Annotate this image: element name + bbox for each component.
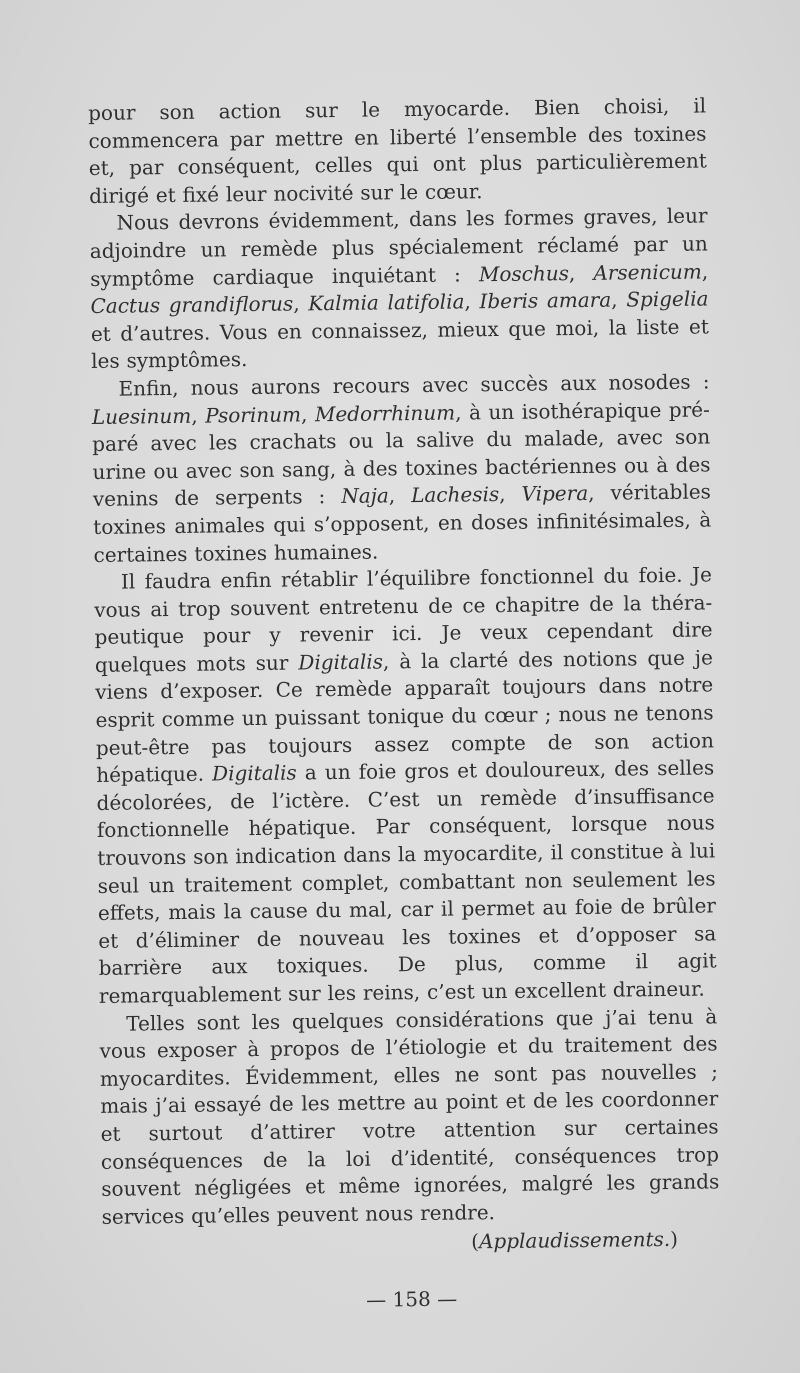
text-run: ,	[293, 291, 309, 316]
applause-close-paren: )	[670, 1227, 679, 1252]
text-run: , à la clarté des notions que je viens d’exposer. Ce remède apparaît toujours dans notre esprit comme un puissant tonique du cœur ; nous ne tenons peut-être pas toujours assez compte de son action hépatique.	[95, 645, 715, 788]
text-run: Nous devrons évidemment, dans les formes graves, leur adjoindre un remède plus spécialement réclamé par un symptôme cardiaque inquiétant :	[89, 203, 708, 291]
text-run: ,	[191, 403, 206, 428]
italic-term: Medorrhinum	[314, 400, 456, 426]
applause-text: Applaudissements.	[478, 1227, 671, 1254]
text-run: , à un isothérapique préparé avec les crachats ou la salive du malade, avec son urine ou avec son sang, à des toxines bactériennes ou à des venins de serpents :	[92, 396, 711, 512]
text-run: ,	[611, 287, 627, 312]
text-run: ,	[568, 260, 594, 285]
paragraph-3	[91, 368, 711, 569]
body-text	[88, 92, 720, 1231]
text-run: Il faudra enfin rétablir l’équilibre fonctionnel du foie. Je vous ai trop souvent entretenu de ce chapitre de la thérapeutique pour y revenir ici. Je veux cependant dire quelques mots sur	[94, 562, 713, 677]
italic-term: Psorinum	[204, 401, 302, 428]
italic-term: Naja	[341, 483, 389, 509]
text-run: et d’autres. Vous en connaissez, mieux que moi, la liste et les symptômes.	[90, 314, 709, 374]
text-run: ,	[300, 401, 316, 426]
italic-term: Luesinum	[91, 403, 192, 429]
italic-term: Vipera	[521, 481, 589, 507]
text-run: a un foie gros et douloureux, des selles décolorées, de l’ictère. C’est un remède d’insuffisance fonctionnelle hépatique. Par conséquent, lorsque nous trouvons son indication dans la myocardite, il constitue à lui seul un traitement complet, combattant non seulement les effets, mais la cause du mal, car il permet au foie de brûler et d’éliminer de nouveau les toxines et d’opposer sa barrière aux toxiques. De plus, comme il agit remarquablement sur les reins, c’est un excellent draineur.	[96, 755, 717, 1008]
text-run: Telles sont les quelques considérations que j’ai tenu à vous exposer à propos de l’étiologie et du traitement des myocardites. Évidemment, elles ne sont pas nouvelles ; mais j’ai essayé de les mettre au point et de les coordonner et surtout d’attirer votre attention sur certaines conséquences de la loi d’identité, conséquences trop souvent négligées et même ignorées, malgré les grands services qu’elles peuvent nous rendre.	[99, 1003, 720, 1229]
page-number: — 158 —	[366, 1286, 458, 1312]
text-run: pour son action sur le myocarde. Bien choisi, il commencera par mettre en liberté l’ensemble des toxines et, par conséquent, celles qui ont plus particulièrement dirigé et fixé leur nocivité sur le cœur.	[88, 93, 707, 208]
text-run: Enfin, nous aurons recours avec succès aux nosodes :	[118, 369, 710, 401]
italic-term: Digitalis	[298, 649, 384, 675]
italic-term: Arsenicum	[593, 259, 702, 285]
paragraph-4	[94, 562, 717, 1011]
paragraph-5	[99, 1003, 720, 1231]
paragraph-2	[89, 203, 709, 376]
text-run: , véritables toxines animales qui s’opposent, en doses infinitésimales, à certaines toxines humaines.	[93, 479, 712, 567]
text-run: ,	[499, 482, 522, 507]
italic-term: Cactus grandiflorus	[90, 291, 294, 319]
text-run: ,	[464, 289, 480, 314]
italic-term: Iberis amara	[479, 287, 612, 314]
applause-note	[102, 1226, 678, 1261]
italic-term: Lachesis	[411, 482, 500, 508]
document-page	[88, 92, 721, 1349]
text-run: ,	[701, 258, 709, 284]
italic-term: Spigelia	[626, 286, 709, 312]
applause-open-paren: (	[471, 1229, 480, 1254]
italic-term: Kalmia latifolia	[308, 289, 465, 316]
italic-term: Moschus	[478, 260, 570, 286]
text-run: ,	[388, 483, 412, 508]
paragraph-1	[88, 92, 707, 210]
italic-term: Digitalis	[211, 760, 297, 786]
